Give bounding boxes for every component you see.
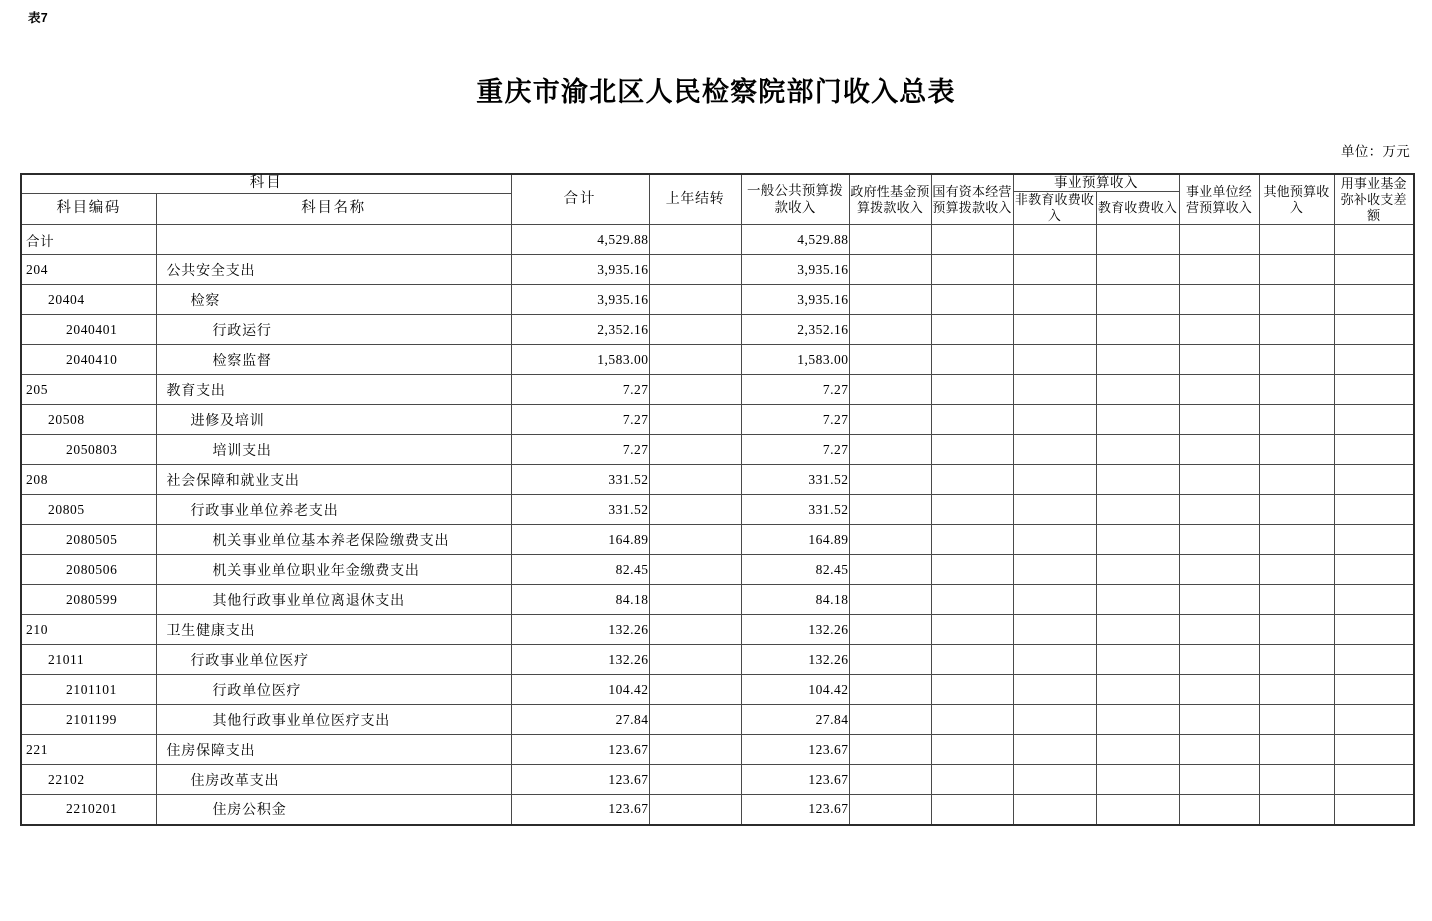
- table-row: [21, 465, 1414, 495]
- header-total: 合计: [511, 174, 649, 225]
- table-row: [21, 495, 1414, 525]
- cell-subject-code: 2040410: [21, 345, 156, 375]
- cell-non-edu-fee: [1013, 375, 1096, 405]
- cell-general-budget: 3,935.16: [741, 285, 849, 315]
- cell-gov-fund: [849, 315, 931, 345]
- department-income-table: [20, 173, 1415, 826]
- header-fund-offset: 用事业基金弥补收支差额: [1334, 174, 1414, 225]
- cell-carryover: [649, 375, 741, 405]
- table-row: [21, 315, 1414, 345]
- cell-edu-fee: [1096, 285, 1179, 315]
- cell-other-budget: [1259, 345, 1334, 375]
- cell-subject-name: 住房公积金: [156, 795, 511, 825]
- cell-carryover: [649, 735, 741, 765]
- cell-non-edu-fee: [1013, 735, 1096, 765]
- cell-unit-operating: [1179, 495, 1259, 525]
- cell-edu-fee: [1096, 375, 1179, 405]
- cell-carryover: [649, 315, 741, 345]
- cell-fund-offset: [1334, 285, 1414, 315]
- cell-subject-name: 机关事业单位基本养老保险缴费支出: [156, 525, 511, 555]
- cell-unit-operating: [1179, 525, 1259, 555]
- cell-subject-name: 检察: [156, 285, 511, 315]
- cell-soe-capital: [931, 795, 1013, 825]
- cell-other-budget: [1259, 765, 1334, 795]
- table-row: [21, 525, 1414, 555]
- table-row: [21, 555, 1414, 585]
- cell-gov-fund: [849, 645, 931, 675]
- cell-soe-capital: [931, 315, 1013, 345]
- cell-unit-operating: [1179, 375, 1259, 405]
- cell-gov-fund: [849, 465, 931, 495]
- cell-soe-capital: [931, 225, 1013, 255]
- cell-edu-fee: [1096, 255, 1179, 285]
- cell-fund-offset: [1334, 345, 1414, 375]
- cell-carryover: [649, 795, 741, 825]
- cell-non-edu-fee: [1013, 675, 1096, 705]
- table-row: [21, 405, 1414, 435]
- cell-soe-capital: [931, 375, 1013, 405]
- cell-general-budget: 123.67: [741, 765, 849, 795]
- cell-fund-offset: [1334, 585, 1414, 615]
- cell-subject-name: 进修及培训: [156, 405, 511, 435]
- cell-edu-fee: [1096, 795, 1179, 825]
- cell-total: 84.18: [511, 585, 649, 615]
- cell-subject-name: 行政事业单位医疗: [156, 645, 511, 675]
- cell-subject-code: 2210201: [21, 795, 156, 825]
- cell-other-budget: [1259, 495, 1334, 525]
- cell-subject-code: 合计: [21, 225, 156, 255]
- cell-subject-code: 205: [21, 375, 156, 405]
- cell-general-budget: 123.67: [741, 795, 849, 825]
- cell-edu-fee: [1096, 315, 1179, 345]
- cell-other-budget: [1259, 255, 1334, 285]
- cell-subject-name: 其他行政事业单位离退休支出: [156, 585, 511, 615]
- cell-fund-offset: [1334, 765, 1414, 795]
- cell-gov-fund: [849, 405, 931, 435]
- header-general-budget: 一般公共预算拨款收入: [741, 174, 849, 225]
- cell-non-edu-fee: [1013, 465, 1096, 495]
- cell-other-budget: [1259, 555, 1334, 585]
- cell-edu-fee: [1096, 735, 1179, 765]
- cell-unit-operating: [1179, 405, 1259, 435]
- cell-subject-code: 2101101: [21, 675, 156, 705]
- cell-soe-capital: [931, 765, 1013, 795]
- cell-subject-code: 22102: [21, 765, 156, 795]
- cell-non-edu-fee: [1013, 765, 1096, 795]
- cell-carryover: [649, 525, 741, 555]
- cell-subject-code: 204: [21, 255, 156, 285]
- cell-total: 123.67: [511, 765, 649, 795]
- cell-other-budget: [1259, 525, 1334, 555]
- cell-carryover: [649, 465, 741, 495]
- cell-edu-fee: [1096, 345, 1179, 375]
- table-row: [21, 225, 1414, 255]
- cell-total: 7.27: [511, 375, 649, 405]
- cell-soe-capital: [931, 705, 1013, 735]
- cell-subject-name: 行政运行: [156, 315, 511, 345]
- cell-gov-fund: [849, 255, 931, 285]
- header-edu-fee: 教育收费收入: [1096, 192, 1179, 225]
- cell-total: 123.67: [511, 735, 649, 765]
- cell-subject-name: 行政单位医疗: [156, 675, 511, 705]
- cell-unit-operating: [1179, 645, 1259, 675]
- cell-general-budget: 4,529.88: [741, 225, 849, 255]
- cell-total: 1,583.00: [511, 345, 649, 375]
- cell-carryover: [649, 435, 741, 465]
- cell-subject-name: 住房保障支出: [156, 735, 511, 765]
- header-gov-fund: 政府性基金预算拨款收入: [849, 174, 931, 225]
- sheet-tag: 表7: [28, 11, 48, 25]
- cell-subject-code: 20805: [21, 495, 156, 525]
- cell-edu-fee: [1096, 555, 1179, 585]
- cell-other-budget: [1259, 285, 1334, 315]
- cell-other-budget: [1259, 795, 1334, 825]
- cell-non-edu-fee: [1013, 555, 1096, 585]
- cell-carryover: [649, 675, 741, 705]
- cell-total: 164.89: [511, 525, 649, 555]
- cell-gov-fund: [849, 525, 931, 555]
- cell-fund-offset: [1334, 525, 1414, 555]
- cell-non-edu-fee: [1013, 315, 1096, 345]
- cell-fund-offset: [1334, 315, 1414, 345]
- header-group-subject: 科目: [21, 174, 511, 194]
- cell-carryover: [649, 405, 741, 435]
- cell-soe-capital: [931, 405, 1013, 435]
- cell-soe-capital: [931, 255, 1013, 285]
- table-head: [21, 174, 1414, 225]
- cell-general-budget: 331.52: [741, 465, 849, 495]
- header-other-budget: 其他预算收入: [1259, 174, 1334, 225]
- cell-fund-offset: [1334, 555, 1414, 585]
- cell-edu-fee: [1096, 495, 1179, 525]
- table-row: [21, 765, 1414, 795]
- cell-other-budget: [1259, 615, 1334, 645]
- cell-gov-fund: [849, 435, 931, 465]
- cell-subject-code: 21011: [21, 645, 156, 675]
- cell-non-edu-fee: [1013, 495, 1096, 525]
- cell-fund-offset: [1334, 675, 1414, 705]
- cell-subject-code: 2050803: [21, 435, 156, 465]
- cell-soe-capital: [931, 495, 1013, 525]
- cell-total: 4,529.88: [511, 225, 649, 255]
- cell-unit-operating: [1179, 585, 1259, 615]
- cell-soe-capital: [931, 435, 1013, 465]
- cell-general-budget: 7.27: [741, 435, 849, 465]
- header-soe-capital: 国有资本经营预算拨款收入: [931, 174, 1013, 225]
- cell-soe-capital: [931, 285, 1013, 315]
- cell-general-budget: 1,583.00: [741, 345, 849, 375]
- cell-unit-operating: [1179, 255, 1259, 285]
- cell-gov-fund: [849, 495, 931, 525]
- cell-unit-operating: [1179, 675, 1259, 705]
- cell-subject-name: 培训支出: [156, 435, 511, 465]
- cell-other-budget: [1259, 315, 1334, 345]
- cell-subject-code: 221: [21, 735, 156, 765]
- cell-carryover: [649, 345, 741, 375]
- cell-subject-name: 卫生健康支出: [156, 615, 511, 645]
- cell-non-edu-fee: [1013, 615, 1096, 645]
- table-row: [21, 675, 1414, 705]
- cell-unit-operating: [1179, 345, 1259, 375]
- cell-edu-fee: [1096, 225, 1179, 255]
- cell-other-budget: [1259, 705, 1334, 735]
- cell-non-edu-fee: [1013, 795, 1096, 825]
- header-row-1: [21, 174, 1414, 192]
- cell-general-budget: 82.45: [741, 555, 849, 585]
- cell-gov-fund: [849, 675, 931, 705]
- cell-edu-fee: [1096, 435, 1179, 465]
- cell-other-budget: [1259, 645, 1334, 675]
- header-unit-operating: 事业单位经营预算收入: [1179, 174, 1259, 225]
- cell-carryover: [649, 225, 741, 255]
- cell-total: 123.67: [511, 795, 649, 825]
- cell-gov-fund: [849, 375, 931, 405]
- cell-subject-name: 住房改革支出: [156, 765, 511, 795]
- cell-total: 7.27: [511, 405, 649, 435]
- cell-soe-capital: [931, 675, 1013, 705]
- table-row: [21, 285, 1414, 315]
- table-row: [21, 645, 1414, 675]
- cell-unit-operating: [1179, 225, 1259, 255]
- cell-other-budget: [1259, 405, 1334, 435]
- cell-general-budget: 2,352.16: [741, 315, 849, 345]
- cell-total: 331.52: [511, 465, 649, 495]
- header-subject-name: 科目名称: [156, 194, 511, 225]
- cell-unit-operating: [1179, 765, 1259, 795]
- cell-non-edu-fee: [1013, 255, 1096, 285]
- cell-other-budget: [1259, 675, 1334, 705]
- cell-soe-capital: [931, 465, 1013, 495]
- cell-fund-offset: [1334, 465, 1414, 495]
- cell-edu-fee: [1096, 765, 1179, 795]
- cell-total: 7.27: [511, 435, 649, 465]
- cell-subject-name: 行政事业单位养老支出: [156, 495, 511, 525]
- cell-unit-operating: [1179, 465, 1259, 495]
- cell-non-edu-fee: [1013, 585, 1096, 615]
- cell-non-edu-fee: [1013, 405, 1096, 435]
- cell-unit-operating: [1179, 435, 1259, 465]
- cell-fund-offset: [1334, 255, 1414, 285]
- table-row: [21, 255, 1414, 285]
- cell-subject-code: 20404: [21, 285, 156, 315]
- cell-soe-capital: [931, 555, 1013, 585]
- header-group-shiye: 事业预算收入: [1013, 174, 1179, 192]
- cell-unit-operating: [1179, 795, 1259, 825]
- cell-unit-operating: [1179, 735, 1259, 765]
- cell-subject-name: 机关事业单位职业年金缴费支出: [156, 555, 511, 585]
- cell-general-budget: 132.26: [741, 615, 849, 645]
- cell-gov-fund: [849, 615, 931, 645]
- cell-fund-offset: [1334, 225, 1414, 255]
- cell-total: 82.45: [511, 555, 649, 585]
- cell-edu-fee: [1096, 705, 1179, 735]
- table-row: [21, 345, 1414, 375]
- cell-carryover: [649, 555, 741, 585]
- header-non-edu-fee: 非教育收费收入: [1014, 192, 1095, 224]
- cell-total: 331.52: [511, 495, 649, 525]
- cell-carryover: [649, 765, 741, 795]
- cell-edu-fee: [1096, 465, 1179, 495]
- cell-fund-offset: [1334, 615, 1414, 645]
- cell-other-budget: [1259, 435, 1334, 465]
- cell-subject-code: 2101199: [21, 705, 156, 735]
- cell-non-edu-fee: [1013, 525, 1096, 555]
- cell-carryover: [649, 585, 741, 615]
- table-row: [21, 735, 1414, 765]
- table-body: [21, 225, 1414, 825]
- header-subject-code: 科目编码: [21, 194, 156, 225]
- table-row: [21, 375, 1414, 405]
- cell-soe-capital: [931, 525, 1013, 555]
- cell-edu-fee: [1096, 615, 1179, 645]
- cell-subject-code: 2040401: [21, 315, 156, 345]
- cell-fund-offset: [1334, 735, 1414, 765]
- cell-gov-fund: [849, 795, 931, 825]
- budget-table-wrap: [20, 173, 1413, 826]
- cell-subject-code: 2080505: [21, 525, 156, 555]
- cell-non-edu-fee: [1013, 435, 1096, 465]
- cell-subject-name: 社会保障和就业支出: [156, 465, 511, 495]
- cell-unit-operating: [1179, 315, 1259, 345]
- cell-gov-fund: [849, 735, 931, 765]
- unit-note: 单位：万元: [1341, 144, 1410, 159]
- cell-fund-offset: [1334, 435, 1414, 465]
- cell-soe-capital: [931, 345, 1013, 375]
- cell-edu-fee: [1096, 405, 1179, 435]
- cell-general-budget: 104.42: [741, 675, 849, 705]
- cell-gov-fund: [849, 225, 931, 255]
- cell-total: 27.84: [511, 705, 649, 735]
- cell-other-budget: [1259, 375, 1334, 405]
- cell-fund-offset: [1334, 795, 1414, 825]
- cell-total: 2,352.16: [511, 315, 649, 345]
- cell-gov-fund: [849, 705, 931, 735]
- cell-soe-capital: [931, 615, 1013, 645]
- cell-carryover: [649, 645, 741, 675]
- cell-general-budget: 7.27: [741, 375, 849, 405]
- cell-edu-fee: [1096, 675, 1179, 705]
- cell-other-budget: [1259, 225, 1334, 255]
- cell-edu-fee: [1096, 585, 1179, 615]
- cell-subject-name: 公共安全支出: [156, 255, 511, 285]
- cell-unit-operating: [1179, 705, 1259, 735]
- cell-other-budget: [1259, 585, 1334, 615]
- cell-total: 132.26: [511, 615, 649, 645]
- cell-soe-capital: [931, 735, 1013, 765]
- table-row: [21, 795, 1414, 825]
- cell-subject-code: 210: [21, 615, 156, 645]
- cell-total: 3,935.16: [511, 255, 649, 285]
- cell-other-budget: [1259, 465, 1334, 495]
- table-row: [21, 615, 1414, 645]
- cell-other-budget: [1259, 735, 1334, 765]
- cell-non-edu-fee: [1013, 345, 1096, 375]
- cell-general-budget: 132.26: [741, 645, 849, 675]
- table-row: [21, 705, 1414, 735]
- cell-gov-fund: [849, 345, 931, 375]
- cell-non-edu-fee: [1013, 225, 1096, 255]
- cell-general-budget: 331.52: [741, 495, 849, 525]
- cell-fund-offset: [1334, 375, 1414, 405]
- cell-fund-offset: [1334, 645, 1414, 675]
- cell-subject-name: [156, 225, 511, 255]
- cell-subject-name: 教育支出: [156, 375, 511, 405]
- cell-subject-name: 检察监督: [156, 345, 511, 375]
- table-row: [21, 435, 1414, 465]
- cell-carryover: [649, 285, 741, 315]
- cell-unit-operating: [1179, 555, 1259, 585]
- cell-subject-code: 2080506: [21, 555, 156, 585]
- cell-general-budget: 27.84: [741, 705, 849, 735]
- table-row: [21, 585, 1414, 615]
- cell-general-budget: 7.27: [741, 405, 849, 435]
- cell-gov-fund: [849, 285, 931, 315]
- cell-gov-fund: [849, 585, 931, 615]
- cell-total: 132.26: [511, 645, 649, 675]
- page-title: 重庆市渝北区人民检察院部门收入总表: [476, 77, 956, 107]
- cell-subject-code: 20508: [21, 405, 156, 435]
- cell-carryover: [649, 495, 741, 525]
- cell-carryover: [649, 255, 741, 285]
- cell-total: 104.42: [511, 675, 649, 705]
- cell-fund-offset: [1334, 405, 1414, 435]
- cell-edu-fee: [1096, 645, 1179, 675]
- cell-fund-offset: [1334, 495, 1414, 525]
- cell-gov-fund: [849, 555, 931, 585]
- cell-carryover: [649, 615, 741, 645]
- cell-general-budget: 123.67: [741, 735, 849, 765]
- cell-general-budget: 84.18: [741, 585, 849, 615]
- cell-non-edu-fee: [1013, 645, 1096, 675]
- cell-subject-code: 2080599: [21, 585, 156, 615]
- cell-carryover: [649, 705, 741, 735]
- cell-non-edu-fee: [1013, 285, 1096, 315]
- cell-unit-operating: [1179, 285, 1259, 315]
- cell-fund-offset: [1334, 705, 1414, 735]
- cell-soe-capital: [931, 585, 1013, 615]
- cell-subject-code: 208: [21, 465, 156, 495]
- cell-soe-capital: [931, 645, 1013, 675]
- cell-total: 3,935.16: [511, 285, 649, 315]
- header-carryover: 上年结转: [649, 174, 741, 225]
- cell-gov-fund: [849, 765, 931, 795]
- cell-unit-operating: [1179, 615, 1259, 645]
- cell-general-budget: 3,935.16: [741, 255, 849, 285]
- cell-non-edu-fee: [1013, 705, 1096, 735]
- cell-general-budget: 164.89: [741, 525, 849, 555]
- cell-edu-fee: [1096, 525, 1179, 555]
- cell-subject-name: 其他行政事业单位医疗支出: [156, 705, 511, 735]
